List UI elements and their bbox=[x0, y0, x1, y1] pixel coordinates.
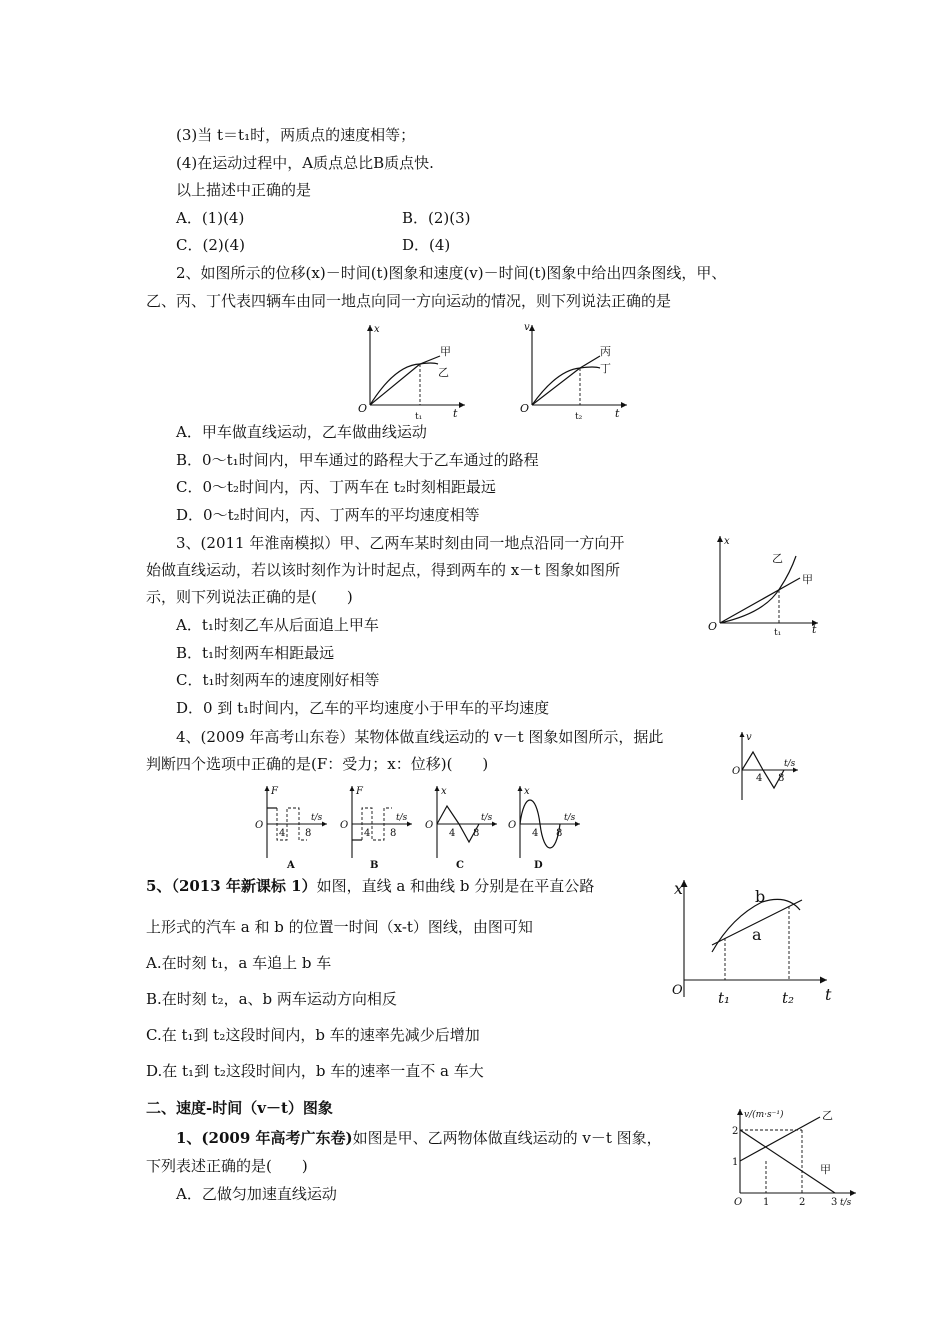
q4-stem-line2: 判断四个选项中正确的是(F：受力；x：位移)( ) bbox=[146, 755, 489, 773]
q2-option-d: D．0～t₂时间内，丙、丁两车的平均速度相等 bbox=[176, 506, 480, 524]
y-axis-label: x bbox=[524, 786, 530, 797]
y-axis-label: F bbox=[356, 786, 363, 797]
origin-label: O bbox=[255, 820, 264, 831]
y-axis-label: x bbox=[724, 536, 730, 547]
q5-stem-text: 如图，直线 a 和曲线 b 分别是在平直公路 bbox=[316, 877, 595, 895]
x-axis-label: t/s bbox=[481, 813, 493, 823]
x-axis-label: t bbox=[615, 407, 620, 420]
option-c: C．(2)(4) bbox=[176, 236, 245, 254]
q5-source: （2013 年新课标 1） bbox=[171, 877, 317, 895]
label-a: a bbox=[752, 925, 762, 944]
x-axis-label: t bbox=[812, 623, 817, 636]
tick-8: 8 bbox=[556, 828, 563, 839]
option-b: B．(2)(3) bbox=[402, 209, 471, 227]
tick-4: 4 bbox=[364, 828, 371, 839]
q3-option-c: C．t₁时刻两车的速度刚好相等 bbox=[176, 671, 380, 689]
option-letter: A bbox=[287, 860, 295, 871]
line-jia bbox=[740, 1130, 835, 1193]
origin-label: O bbox=[708, 620, 718, 633]
label-yi: 乙 bbox=[822, 1109, 833, 1122]
q4-option-d-graph bbox=[508, 782, 588, 872]
s2-q1-source: 1、(2009 年高考广东卷) bbox=[176, 1129, 353, 1147]
tick-8: 8 bbox=[305, 828, 312, 839]
q2-option-b: B．0～t₁时间内，甲车通过的路程大于乙车通过的路程 bbox=[176, 451, 539, 469]
x-axis-label: t/s bbox=[564, 813, 576, 823]
x-axis-label: t bbox=[825, 985, 832, 1004]
origin-label: O bbox=[734, 1197, 743, 1208]
y-axis-label: F bbox=[271, 786, 278, 797]
q3-xt-graph bbox=[700, 528, 830, 638]
curve-yi bbox=[720, 556, 796, 623]
label-b: b bbox=[755, 887, 766, 906]
q5-number: 5、 bbox=[146, 877, 172, 895]
y-axis-label: x bbox=[441, 786, 447, 797]
s2-q1-stem-line1 bbox=[176, 1128, 662, 1148]
origin-label: O bbox=[425, 820, 434, 831]
label-ding: 丁 bbox=[600, 362, 611, 375]
question-prompt: 以上描述中正确的是 bbox=[176, 181, 312, 199]
tick-4: 4 bbox=[279, 828, 286, 839]
s2-q1-stem-text: 如图是甲、乙两物体做直线运动的 v－t 图象， bbox=[352, 1129, 662, 1147]
origin-label: O bbox=[340, 820, 349, 831]
statement-3: (3)当 t＝t₁时，两质点的速度相等； bbox=[176, 126, 416, 144]
y-axis-label: v bbox=[524, 322, 530, 333]
q5-option-d: D.在 t₁到 t₂这段时间内，b 车的速率一直不 a 车大 bbox=[146, 1062, 484, 1080]
q4-stem-line1: 4、(2009 年高考山东卷）某物体做直线运动的 v－t 图象如图所示，据此 bbox=[176, 728, 664, 746]
y-axis-label: v/(m·s⁻¹) bbox=[744, 1110, 784, 1120]
section-heading: 二、速度-时间（v－t）图象 bbox=[146, 1099, 333, 1117]
label-jia: 甲 bbox=[440, 345, 451, 358]
origin-label: O bbox=[520, 402, 530, 415]
q3-option-a: A．t₁时刻乙车从后面追上甲车 bbox=[176, 616, 379, 634]
q4-option-c-graph bbox=[425, 782, 505, 872]
option-letter: D bbox=[534, 860, 543, 871]
s2-q1-option-a: A．乙做匀加速直线运动 bbox=[176, 1185, 337, 1203]
q3-stem-line2: 始做直线运动，若以该时刻作为计时起点，得到两车的 x－t 图象如图所 bbox=[146, 561, 621, 579]
q2-stem-line2: 乙、丙、丁代表四辆车由同一地点向同一方向运动的情况，则下列说法正确的是 bbox=[146, 292, 672, 310]
label-yi: 乙 bbox=[438, 366, 449, 379]
q3-stem-line3: 示，则下列说法正确的是( ) bbox=[146, 588, 353, 606]
tick-8: 8 bbox=[390, 828, 397, 839]
xtick-3: 3 bbox=[831, 1197, 838, 1208]
tick-4: 4 bbox=[532, 828, 539, 839]
q4-option-a-graph bbox=[255, 782, 335, 872]
option-a: A．(1)(4) bbox=[176, 209, 245, 227]
tick-8: 8 bbox=[473, 828, 480, 839]
tick-t2: t₂ bbox=[575, 412, 583, 422]
line-jia bbox=[720, 578, 800, 623]
x-axis-label: t/s bbox=[784, 759, 796, 769]
origin-label: O bbox=[672, 983, 683, 998]
x-axis-label: t/s bbox=[840, 1198, 852, 1208]
q3-stem-line1: 3、(2011 年淮南模拟）甲、乙两车某时刻由同一地点沿同一方向开 bbox=[176, 534, 625, 552]
q4-vt-graph bbox=[732, 728, 802, 803]
q5-stem-line2: 上形式的汽车 a 和 b 的位置一时间（x-t）图线，由图可知 bbox=[146, 918, 533, 936]
ytick-2: 2 bbox=[732, 1126, 739, 1137]
q2-option-c: C．0～t₂时间内，丙、丁两车在 t₂时刻相距最远 bbox=[176, 478, 496, 496]
s2-vt-graph bbox=[730, 1105, 870, 1210]
option-d: D．(4) bbox=[402, 236, 451, 254]
origin-label: O bbox=[732, 766, 741, 777]
origin-label: O bbox=[508, 820, 517, 831]
ytick-1: 1 bbox=[732, 1157, 739, 1168]
label-jia: 甲 bbox=[820, 1163, 831, 1176]
y-axis-label: x bbox=[674, 879, 684, 898]
q5-xt-graph bbox=[662, 872, 842, 1007]
statement-4: (4)在运动过程中，A质点总比B质点快. bbox=[176, 154, 434, 172]
label-bing: 丙 bbox=[600, 345, 611, 358]
tick-t2: t₂ bbox=[782, 989, 795, 1007]
x-axis-label: t bbox=[453, 407, 458, 420]
label-yi: 乙 bbox=[772, 552, 783, 565]
q2-option-a: A．甲车做直线运动，乙车做曲线运动 bbox=[176, 423, 427, 441]
x-axis-label: t/s bbox=[311, 813, 323, 823]
origin-label: O bbox=[358, 402, 368, 415]
q5-stem-line1 bbox=[146, 876, 594, 896]
tick-t1: t₁ bbox=[718, 989, 731, 1007]
tick-8: 8 bbox=[778, 773, 785, 784]
q4-option-b-graph bbox=[340, 782, 420, 872]
y-axis-label: v bbox=[746, 732, 752, 743]
tick-4: 4 bbox=[449, 828, 456, 839]
tick-t1: t₁ bbox=[415, 412, 423, 422]
option-letter: B bbox=[370, 860, 379, 871]
q3-option-d: D．0 到 t₁时间内，乙车的平均速度小于甲车的平均速度 bbox=[176, 699, 550, 717]
label-jia: 甲 bbox=[802, 573, 813, 586]
option-letter: C bbox=[456, 860, 464, 871]
line-yi bbox=[740, 1117, 820, 1161]
q5-option-b: B.在时刻 t₂，a、b 两车运动方向相反 bbox=[146, 990, 397, 1008]
x-axis-label: t/s bbox=[396, 813, 408, 823]
q3-option-b: B．t₁时刻两车相距最远 bbox=[176, 644, 335, 662]
s2-q1-stem-line2: 下列表述正确的是( ) bbox=[146, 1157, 308, 1175]
tick-4: 4 bbox=[756, 773, 763, 784]
q2-stem-line1: 2、如图所示的位移(x)－时间(t)图象和速度(v)－时间(t)图象中给出四条图线，甲、 bbox=[176, 264, 727, 282]
tick-t1: t₁ bbox=[774, 628, 782, 638]
y-axis-label: x bbox=[374, 324, 380, 335]
xtick-2: 2 bbox=[799, 1197, 806, 1208]
q5-option-a: A.在时刻 t₁，a 车追上 b 车 bbox=[146, 954, 332, 972]
q5-option-c: C.在 t₁到 t₂这段时间内，b 车的速率先减少后增加 bbox=[146, 1026, 480, 1044]
xtick-1: 1 bbox=[763, 1197, 770, 1208]
q2-vt-graph bbox=[502, 320, 642, 420]
q2-xt-graph bbox=[340, 320, 480, 420]
